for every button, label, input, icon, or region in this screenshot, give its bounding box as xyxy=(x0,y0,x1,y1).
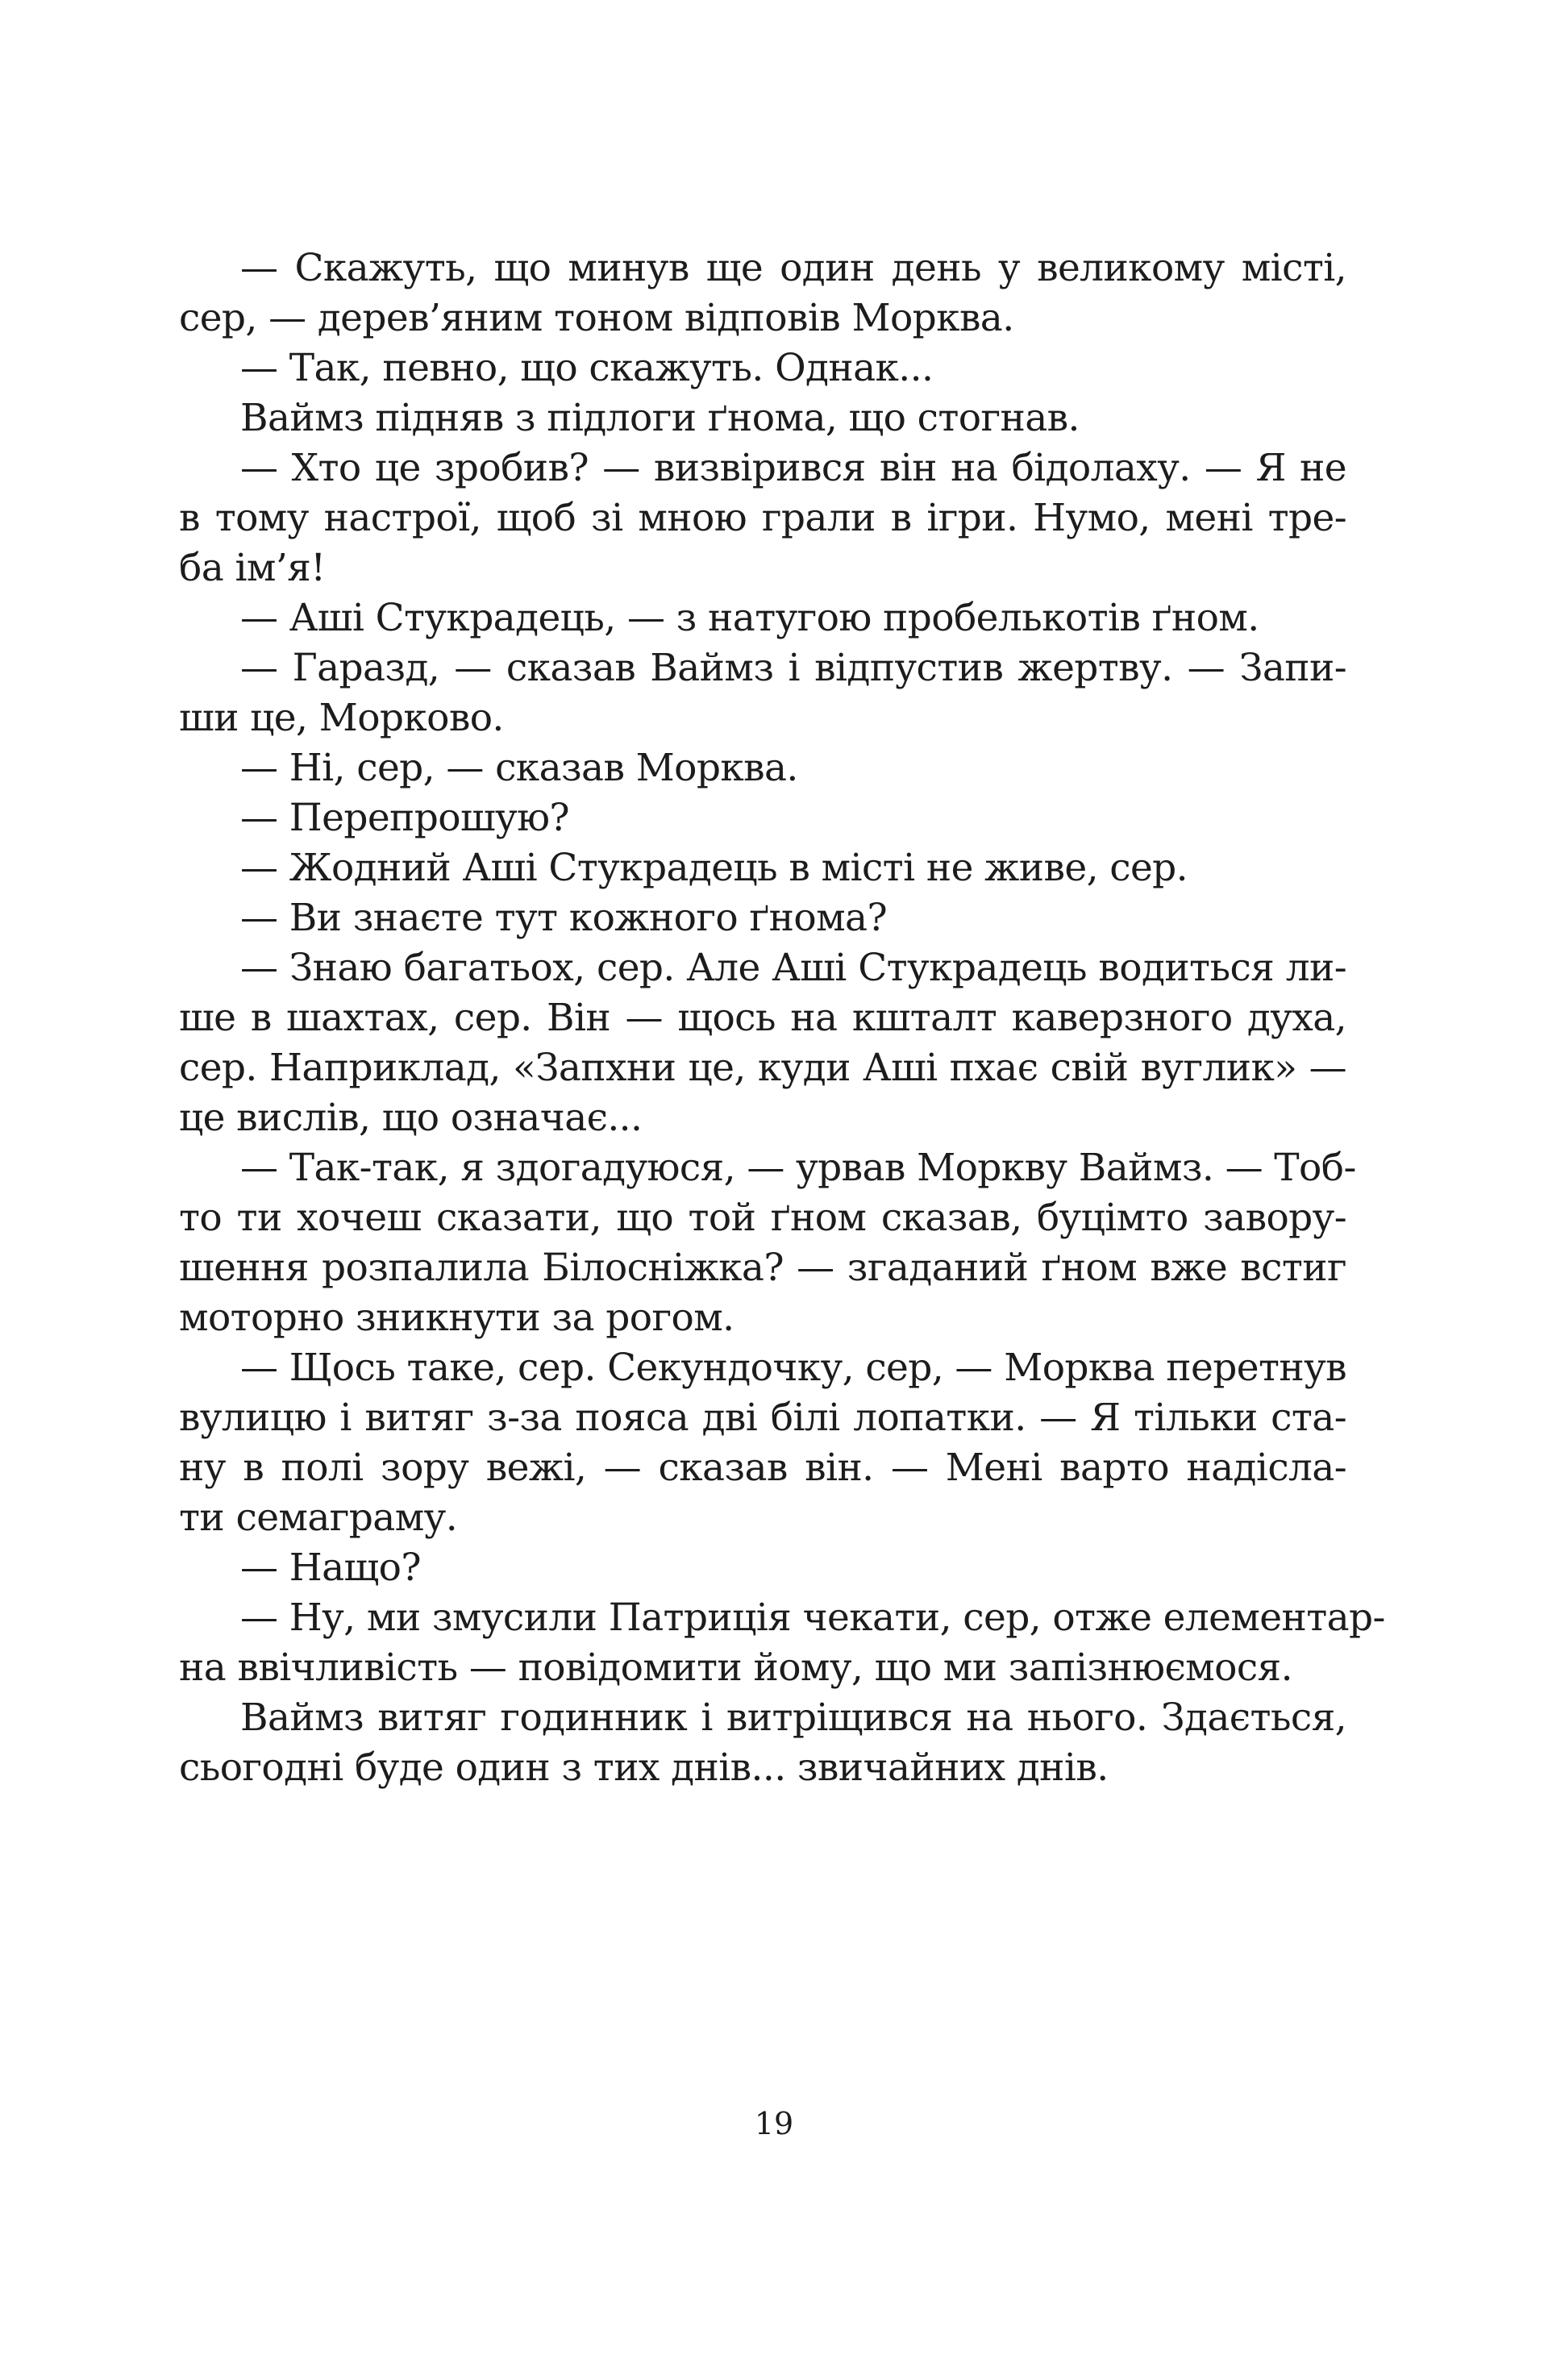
text-line: — Гаразд, — сказав Ваймз і відпустив жертву. — Запи- xyxy=(240,646,1346,690)
text-line: ба ім’я! xyxy=(179,546,326,590)
text-line: це вислів, що означає... xyxy=(179,1096,643,1140)
paragraph xyxy=(179,243,1346,343)
text-line: в тому настрої, щоб зі мною грали в ігри. Нумо, мені тре- xyxy=(179,496,1346,540)
text-line: — Скажуть, що минув ще один день у великому місті, xyxy=(240,246,1346,290)
text-line: — Ні, сер, — сказав Морква. xyxy=(240,746,798,790)
paragraph xyxy=(179,893,1346,943)
text-line: — Знаю багатьох, сер. Але Аші Стукрадець водиться ли- xyxy=(240,946,1346,990)
paragraph xyxy=(179,593,1346,643)
text-line: — Ви знаєте тут кожного ґнома? xyxy=(240,896,888,940)
text-line: — Перепрошую? xyxy=(240,796,570,840)
paragraph xyxy=(179,1693,1346,1793)
text-line: шення розпалила Білосніжка? — згаданий ґном вже встиг xyxy=(179,1246,1346,1290)
text-line: сер, — дерев’яним тоном відповів Морква. xyxy=(179,296,1014,340)
paragraph xyxy=(179,443,1346,593)
paragraph xyxy=(179,743,1346,793)
text-line: ну в полі зору вежі, — сказав він. — Мені варто надісла- xyxy=(179,1446,1346,1490)
text-line: ти семаграму. xyxy=(179,1496,458,1540)
text-line: то ти хочеш сказати, що той ґном сказав, буцімто завору- xyxy=(179,1196,1346,1240)
paragraph xyxy=(179,1343,1346,1543)
text-line: Ваймз витяг годинник і витріщився на нього. Здається, xyxy=(240,1696,1346,1740)
paragraph xyxy=(179,843,1346,893)
text-line: ши це, Морково. xyxy=(179,696,504,740)
text-line: — Аші Стукрадець, — з натугою пробелькотів ґном. xyxy=(240,596,1259,640)
paragraph xyxy=(179,793,1346,843)
text-line: на ввічливість — повідомити йому, що ми запізнюємося. xyxy=(179,1646,1292,1690)
text-line: — Хто це зробив? — визвірився він на бідолаху. — Я не xyxy=(240,446,1346,490)
text-line: — Нащо? xyxy=(240,1546,421,1590)
text-line: моторно зникнути за рогом. xyxy=(179,1296,734,1340)
paragraph xyxy=(179,1143,1356,1343)
text-line: вулицю і витяг з-за пояса дві білі лопатки. — Я тільки ста- xyxy=(179,1396,1346,1440)
text-line: — Так, певно, що скажуть. Однак... xyxy=(240,346,934,390)
text-line: — Так-так, я здогадуюся, — урвав Моркву Ваймз. — Тоб- xyxy=(240,1146,1356,1190)
text-line: ше в шахтах, сер. Він — щось на кшталт каверзного духа, xyxy=(179,996,1346,1040)
paragraph xyxy=(179,1593,1385,1693)
paragraph xyxy=(179,643,1346,743)
book-page-text xyxy=(179,243,1385,1793)
text-line: — Жодний Аші Стукрадець в місті не живе, сер. xyxy=(240,846,1188,890)
page-number: 19 xyxy=(754,2106,794,2141)
text-line: сер. Наприклад, «Запхни це, куди Аші пхає свій вуглик» — xyxy=(179,1046,1346,1090)
paragraph xyxy=(179,943,1346,1143)
text-line: сьогодні буде один з тих днів... звичайних днів. xyxy=(179,1745,1109,1790)
paragraph xyxy=(179,1543,1346,1593)
text-line: — Щось таке, сер. Секундочку, сер, — Морква перетнув xyxy=(240,1346,1346,1390)
text-line: — Ну, ми змусили Патриція чекати, сер, отже елементар- xyxy=(240,1596,1385,1640)
paragraph xyxy=(179,343,1346,393)
paragraph xyxy=(179,393,1346,443)
text-line: Ваймз підняв з підлоги ґнома, що стогнав. xyxy=(240,396,1080,440)
